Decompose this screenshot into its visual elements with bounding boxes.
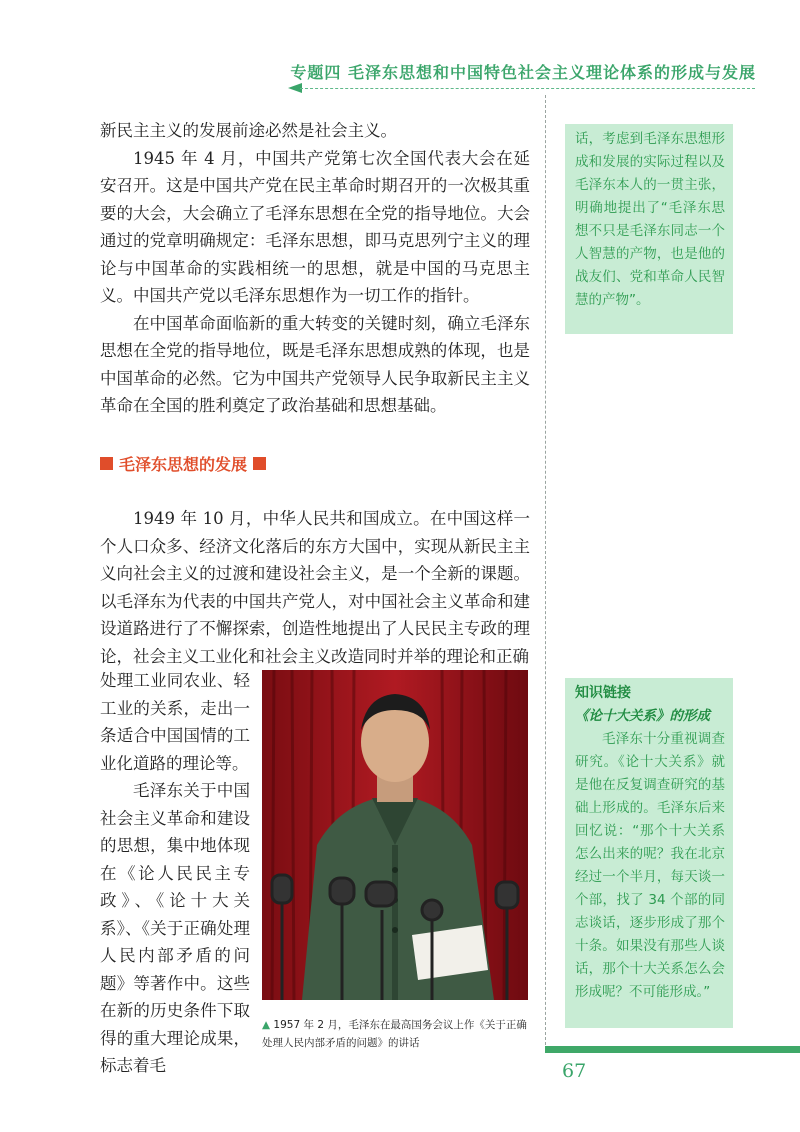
side-note-text: 话，考虑到毛泽东思想形成和发展的实际过程以及毛泽东本人的一贯主张，明确地提出了“毛泽东思想不只是毛泽东同志一个人智慧的产物，也是他的战友们、党和革命人民智慧的产物”。 — [575, 131, 725, 308]
chapter-header-title: 专题四 毛泽东思想和中国特色社会主义理论体系的形成与发展 — [290, 63, 756, 82]
side-note-top — [565, 124, 733, 334]
photo-caption — [262, 1016, 530, 1052]
paragraph-4-continued: 处理工业同农业、轻工业的关系，走出一条适合中国国情的工业化道路的理论等。 — [100, 671, 250, 773]
knowledge-link-title: 知识链接 — [575, 685, 631, 701]
wrapped-text — [100, 667, 250, 1080]
column-divider — [545, 95, 546, 1045]
square-bullet-icon — [100, 457, 113, 470]
main-text-middle — [100, 505, 530, 670]
knowledge-link-subtitle: 《论十大关系》的形成 — [575, 708, 710, 724]
square-bullet-icon — [253, 457, 266, 470]
knowledge-link-box — [565, 678, 733, 1028]
triangle-marker-icon: ▲ — [262, 1019, 271, 1031]
paragraph-5: 毛泽东关于中国社会主义革命和建设的思想，集中地体现在《论人民民主专政》、《论十大关系》、《关于正确处理人民内部矛盾的问题》等著作中。这些在新的历史条件下取得的重大理论成果，标志着毛 — [100, 781, 250, 1075]
header-divider — [300, 88, 755, 89]
main-text-top — [100, 117, 530, 420]
knowledge-link-text: 毛泽东十分重视调查研究。《论十大关系》就是他在反复调查研究的基础上形成的。毛泽东后来回忆说：“那个十大关系怎么出来的呢？我在北京经过一个半月，每天谈一个部，找了 34 个部的同志谈话，逐步形成了那个十条。如果没有那些人谈话，那个十大关系怎么会形成呢？不可能形成。” — [575, 731, 725, 1000]
paragraph-4: 1949 年 10 月，中华人民共和国成立。在中国这样一个人口众多、经济文化落后的东方大国中，实现从新民主主义向社会主义的过渡和建设社会主义，是一个全新的课题。以毛泽东为代表的中国共产党人，对中国社会主义革命和建设道路进行了不懈探索，创造性地提出了人民民主专政的理论，社会主义工业化和社会主义改造同时并举的理论和正确 — [100, 509, 530, 666]
footer-bar — [545, 1046, 800, 1053]
page-number: 67 — [562, 1060, 587, 1082]
photo-caption-text: 1957 年 2 月，毛泽东在最高国务会议上作《关于正确处理人民内部矛盾的问题》的讲话 — [262, 1019, 527, 1049]
historical-photo — [262, 670, 528, 1000]
section-heading-text: 毛泽东思想的发展 — [119, 455, 248, 474]
paragraph-2: 1945 年 4 月，中国共产党第七次全国代表大会在延安召开。这是中国共产党在民主革命时期召开的一次极其重要的大会，大会确立了毛泽东思想在全党的指导地位。大会通过的党章明确规定：毛泽东思想，即马克思列宁主义的理论与中国革命的实践相统一的思想，就是中国的马克思主义。中国共产党以毛泽东思想作为一切工作的指针。 — [100, 148, 530, 305]
photo-illustration — [262, 670, 528, 1000]
section-heading — [100, 452, 266, 475]
paragraph-3: 在中国革命面临新的重大转变的关键时刻，确立毛泽东思想在全党的指导地位，既是毛泽东思想成熟的体现，也是中国革命的必然。它为中国共产党领导人民争取新民主主义革命在全国的胜利奠定了政治基础和思想基础。 — [100, 313, 530, 415]
paragraph-1: 新民主主义的发展前途必然是社会主义。 — [100, 121, 397, 140]
